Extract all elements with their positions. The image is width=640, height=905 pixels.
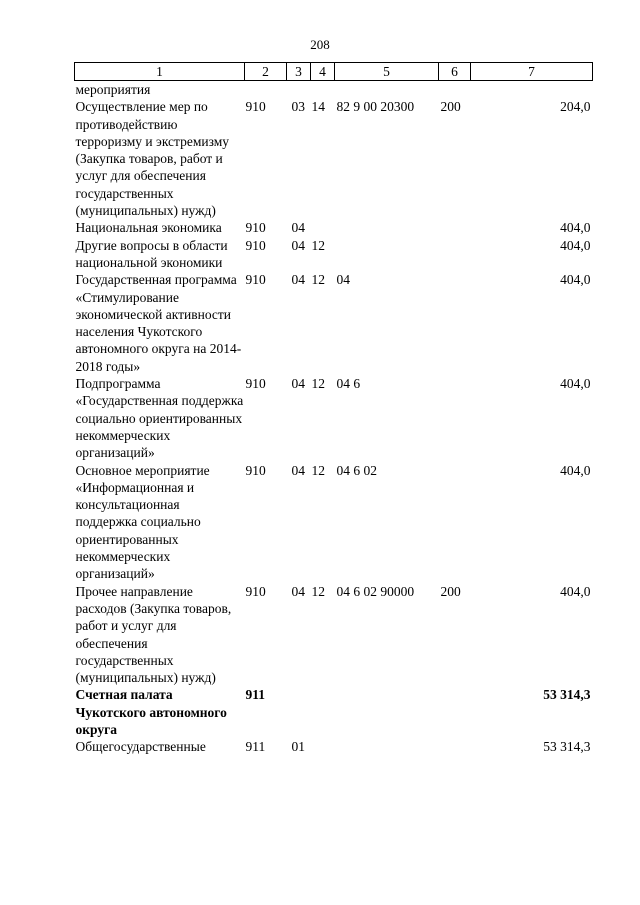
row-amount: 404,0 — [560, 272, 591, 288]
row-gr-code — [245, 81, 287, 99]
row-csr-code: 82 9 00 20300 — [336, 99, 415, 115]
row-pr-code: 12 — [311, 462, 325, 478]
table-body — [75, 81, 593, 756]
table-row — [75, 583, 593, 687]
column-header: 1 — [75, 63, 245, 81]
budget-table — [74, 62, 593, 756]
row-rz-code: 04 — [291, 583, 305, 599]
row-vr-code — [439, 237, 471, 272]
row-name: Государственная программа «Стимулирование экономической активности населения Чукотского автономного округа на 2014-2018 годы» — [75, 272, 242, 374]
row-vr-code — [439, 219, 471, 236]
row-gr-code: 910 — [245, 376, 266, 392]
column-header: 7 — [471, 63, 593, 81]
row-amount: 404,0 — [560, 220, 591, 236]
row-name: Прочее направление расходов (Закупка товаров, работ и услуг для обеспечения государственных (муниципальных) нужд) — [75, 583, 232, 686]
header-row — [75, 63, 593, 81]
row-rz-code: 04 — [291, 376, 305, 392]
row-pr-code: 12 — [311, 583, 325, 599]
row-rz-code: 04 — [291, 272, 305, 288]
table-row — [75, 219, 593, 236]
row-amount: 404,0 — [560, 237, 591, 253]
row-vr-code: 200 — [440, 99, 461, 115]
row-gr-code: 910 — [245, 583, 266, 599]
row-amount: 404,0 — [560, 462, 591, 478]
row-name: Подпрограмма «Государственная поддержка социально ориентированных некоммерческих организаций» — [75, 376, 244, 461]
table-row — [75, 237, 593, 272]
row-name: Осуществление мер по противодействию терроризму и экстремизму (Закупка товаров, работ и услуг для обеспечения государственных (муниципальных) нужд) — [75, 99, 230, 219]
row-rz-code — [287, 686, 311, 738]
row-csr-code — [335, 81, 439, 99]
row-amount: 53 314,3 — [543, 739, 591, 755]
row-pr-code: 14 — [311, 99, 325, 115]
row-gr-code: 910 — [245, 272, 266, 288]
row-vr-code — [439, 462, 471, 583]
row-pr-code — [311, 686, 335, 738]
column-header: 6 — [439, 63, 471, 81]
row-gr-code: 910 — [245, 462, 266, 478]
page-number: 208 — [310, 37, 330, 52]
row-vr-code — [439, 686, 471, 738]
column-header: 3 — [287, 63, 311, 81]
row-rz-code: 04 — [291, 462, 305, 478]
row-rz-code: 04 — [291, 220, 305, 236]
table-header — [75, 63, 593, 81]
row-amount: 404,0 — [560, 376, 591, 392]
row-gr-code: 910 — [245, 220, 266, 236]
row-rz-code: 03 — [291, 99, 305, 115]
table-row — [75, 98, 593, 219]
column-header: 4 — [311, 63, 335, 81]
row-csr-code — [335, 237, 439, 272]
row-pr-code — [311, 81, 335, 99]
row-pr-code — [311, 738, 335, 755]
row-vr-code: 200 — [440, 583, 461, 599]
row-rz-code: 04 — [291, 237, 305, 253]
row-amount: 53 314,3 — [543, 687, 591, 703]
table-row — [75, 375, 593, 461]
row-csr-code — [335, 738, 439, 755]
row-name: Другие вопросы в области национальной экономики — [75, 237, 228, 270]
table-row — [75, 462, 593, 583]
row-csr-code: 04 — [336, 272, 350, 288]
row-name: мероприятия — [75, 82, 151, 97]
row-rz-code — [287, 81, 311, 99]
row-pr-code — [311, 219, 335, 236]
table-row — [75, 738, 593, 755]
row-vr-code — [439, 271, 471, 375]
row-gr-code: 911 — [245, 739, 266, 755]
row-rz-code: 01 — [291, 739, 305, 755]
row-vr-code — [439, 375, 471, 461]
row-csr-code: 04 6 — [336, 376, 361, 392]
table-row — [75, 81, 593, 99]
row-name: Счетная палата Чукотского автономного округа — [75, 687, 227, 737]
row-pr-code: 12 — [311, 272, 325, 288]
row-pr-code: 12 — [311, 237, 325, 253]
row-name: Основное мероприятие «Информационная и консультационная поддержка социально ориентированных некоммерческих организаций» — [75, 462, 210, 582]
table-row — [75, 686, 593, 738]
row-csr-code: 04 6 02 90000 — [336, 583, 415, 599]
row-csr-code — [335, 219, 439, 236]
row-csr-code — [335, 686, 439, 738]
row-name: Общегосударственные — [75, 739, 206, 755]
row-pr-code: 12 — [311, 376, 325, 392]
row-vr-code — [439, 81, 471, 99]
row-amount — [471, 81, 593, 99]
table-row — [75, 271, 593, 375]
row-gr-code: 910 — [245, 99, 266, 115]
row-amount: 404,0 — [560, 583, 591, 599]
row-vr-code — [439, 738, 471, 755]
row-csr-code: 04 6 02 — [336, 462, 377, 478]
row-name: Национальная экономика — [75, 220, 222, 236]
row-amount: 204,0 — [560, 99, 591, 115]
column-header: 5 — [335, 63, 439, 81]
column-header: 2 — [245, 63, 287, 81]
row-gr-code: 910 — [245, 237, 266, 253]
row-gr-code: 911 — [245, 687, 266, 703]
